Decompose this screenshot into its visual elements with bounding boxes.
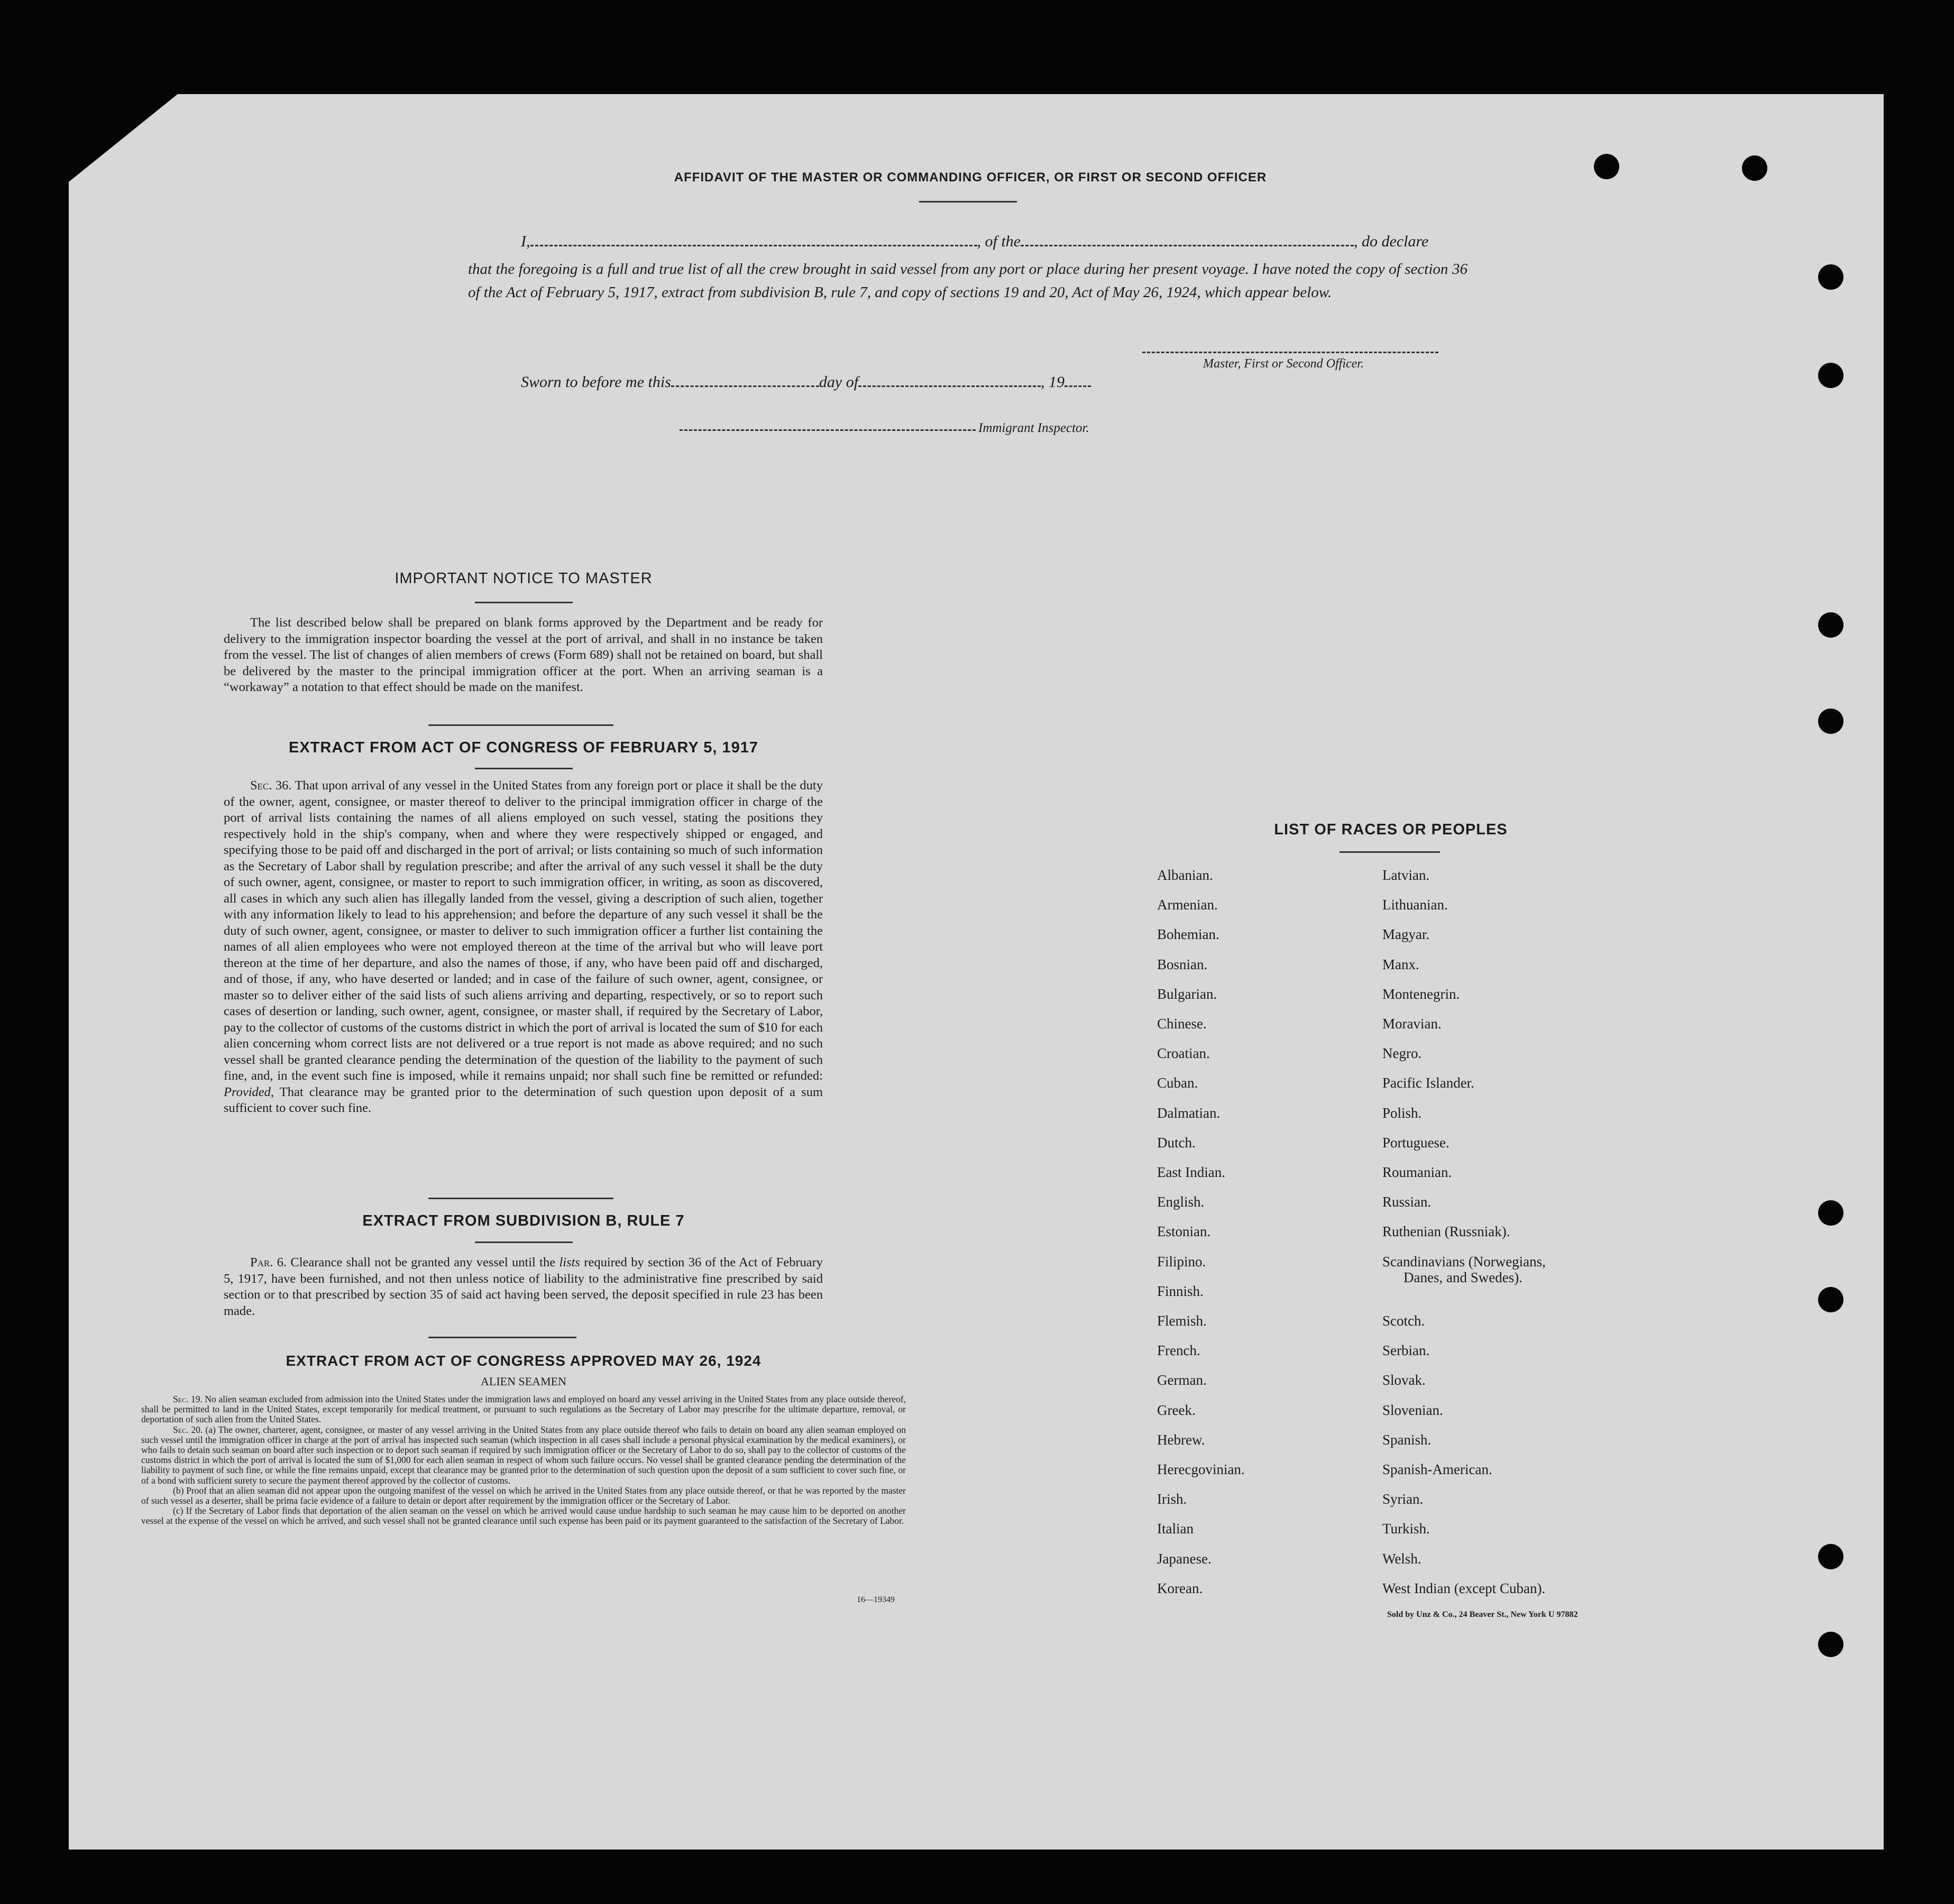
sworn-day-field[interactable] — [671, 381, 819, 387]
race-item: Dutch. — [1157, 1134, 1196, 1151]
race-item: Dalmatian. — [1157, 1105, 1221, 1121]
sec-20c-text: (c) If the Secretary of Labor finds that deportation of the alien seaman on the vessel on which he arrived would cause undue hardship to such seaman he may cause him to be deported on another vessel at the expense of the vessel on which he arrived, and such vessel shall not be granted clearance until such expense has been paid or its payment guaranteed to the satisfaction of the Secretary of Labor. — [141, 1505, 906, 1526]
race-item: Slovak. — [1382, 1372, 1426, 1388]
binder-hole — [1818, 1287, 1843, 1312]
race-item: Spanish. — [1382, 1431, 1432, 1448]
binder-hole — [1742, 155, 1767, 181]
sworn-prefix: Sworn to before me this — [521, 373, 671, 391]
race-item: Bohemian. — [1157, 926, 1219, 943]
sec-36-label: Sec. 36. — [250, 778, 292, 793]
binder-hole — [1818, 1200, 1843, 1226]
extract-1924-subtitle: ALIEN SEAMEN — [481, 1375, 566, 1388]
binder-hole — [1594, 154, 1619, 179]
race-item: West Indian (except Cuban). — [1382, 1580, 1546, 1596]
binder-hole — [1818, 612, 1843, 638]
race-item: Bosnian. — [1157, 956, 1208, 972]
master-signature-line[interactable] — [1142, 352, 1438, 353]
race-item: Ruthenian (Russniak). — [1382, 1224, 1510, 1240]
proviso-label: Provided, — [224, 1084, 274, 1099]
sec-20b-text: (b) Proof that an alien seaman did not appear upon the outgoing manifest of the vessel on which he arrived in the United States from any place outside thereof, or that he was reported by the master of such vessel as a deserter, shall be prima facie evidence of a failure to detain or deport after requirement by the immigration officer or the Secretary of Labor. — [141, 1485, 906, 1506]
race-item: Turkish. — [1382, 1521, 1430, 1537]
race-item: Slovenian. — [1382, 1402, 1443, 1418]
race-item: Russian. — [1382, 1194, 1432, 1210]
par-6-emphasis: lists — [559, 1255, 580, 1270]
par-6-label: Par. 6. — [250, 1255, 287, 1270]
race-item: Latvian. — [1382, 867, 1430, 883]
divider — [475, 1241, 573, 1243]
form-number: 16—19349 — [857, 1595, 895, 1604]
binder-hole — [1818, 264, 1843, 290]
race-item: Bulgarian. — [1157, 986, 1217, 1002]
race-item: East Indian. — [1157, 1164, 1225, 1180]
race-item: Welsh. — [1382, 1550, 1421, 1567]
race-item: Croatian. — [1157, 1045, 1210, 1062]
race-item: German. — [1157, 1372, 1207, 1388]
race-item: Manx. — [1382, 956, 1419, 972]
divider — [428, 1198, 613, 1199]
affidavit-i-label: I, — [521, 233, 530, 250]
par-6-text-a: Clearance shall not be granted any vessel until the — [290, 1255, 556, 1270]
divider — [919, 201, 1017, 203]
race-item: Finnish. — [1157, 1283, 1204, 1299]
binder-hole — [1818, 363, 1843, 388]
notice-title: IMPORTANT NOTICE TO MASTER — [395, 570, 653, 587]
sworn-day-label: day of — [819, 373, 859, 391]
race-item: Serbian. — [1382, 1342, 1430, 1359]
sworn-line — [521, 373, 1091, 391]
race-item: Estonian. — [1157, 1224, 1211, 1240]
rule-7-body — [224, 1255, 823, 1319]
race-item: Lithuanian. — [1382, 897, 1448, 913]
race-item: English. — [1157, 1194, 1205, 1210]
sworn-year-label: , 19 — [1041, 373, 1065, 391]
master-signature-label: Master, First or Second Officer. — [1203, 357, 1364, 371]
race-item: Roumanian. — [1382, 1164, 1452, 1180]
race-item-continuation: Danes, and Swedes). — [1403, 1269, 1522, 1285]
race-item: Negro. — [1382, 1045, 1422, 1062]
vessel-name-field[interactable] — [1021, 241, 1354, 246]
sec-20a-paragraph — [141, 1425, 906, 1486]
race-item: Polish. — [1382, 1105, 1422, 1121]
sworn-year-field[interactable] — [1065, 381, 1091, 387]
race-item: Chinese. — [1157, 1016, 1207, 1032]
divider — [1340, 851, 1440, 853]
race-item: Japanese. — [1157, 1550, 1212, 1567]
divider — [475, 768, 573, 769]
par-6-text-b: required by section 36 of the Act of February 5, 1917, have been furnished, and not then unless notice of liability to the administrative fine prescribed by said section or to that prescribed by section 35 of said act having been served, the deposit specified in rule 23 has been made. — [224, 1255, 823, 1318]
sec-19-label: Sec. 19. — [173, 1394, 203, 1404]
race-item: Pacific Islander. — [1382, 1075, 1474, 1091]
race-item: Magyar. — [1382, 926, 1430, 943]
race-item: Montenegrin. — [1382, 986, 1460, 1002]
sec-19-paragraph — [141, 1394, 906, 1425]
extract-1917-body — [224, 778, 823, 1117]
race-item: Scandinavians (Norwegians, — [1382, 1253, 1546, 1270]
divider — [428, 1337, 576, 1338]
affidavit-of-the-label: , of the — [977, 233, 1021, 250]
race-item: Scotch. — [1382, 1313, 1425, 1329]
race-item: Filipino. — [1157, 1253, 1206, 1270]
divider — [428, 724, 613, 726]
binder-hole — [1818, 1544, 1843, 1569]
race-item: Herecgovinian. — [1157, 1461, 1245, 1477]
race-item: French. — [1157, 1342, 1200, 1359]
race-item: Moravian. — [1382, 1016, 1442, 1032]
binder-hole — [1818, 1632, 1843, 1657]
race-item: Albanian. — [1157, 867, 1213, 883]
race-item: Flemish. — [1157, 1313, 1207, 1329]
race-item: Spanish-American. — [1382, 1461, 1492, 1477]
affidavit-declaration-line — [521, 233, 1467, 251]
printer-credit: Sold by Unz & Co., 24 Beaver St., New York U 97882 — [1387, 1610, 1578, 1619]
extract-1917-title: EXTRACT FROM ACT OF CONGRESS OF FEBRUARY 5, 1917 — [288, 739, 759, 756]
sec-20-label: Sec. 20. — [173, 1424, 203, 1435]
divider — [475, 602, 573, 603]
race-item: Greek. — [1157, 1402, 1196, 1418]
race-item: Syrian. — [1382, 1491, 1424, 1507]
inspector-label: Immigrant Inspector. — [978, 421, 1089, 435]
race-item: Italian — [1157, 1521, 1194, 1537]
race-item: Korean. — [1157, 1580, 1203, 1596]
affidavit-body: that the foregoing is a full and true list of all the crew brought in said vessel from any port or place during her present voyage. I have noted the copy of section 36 of the Act of February 5, 1917, extract from subdivision B, rule 7, and copy of sections 19 and 20, Act of May 26, 1924, which appear below. — [468, 261, 1467, 301]
race-item: Hebrew. — [1157, 1431, 1205, 1448]
affidavit-title: AFFIDAVIT OF THE MASTER OR COMMANDING OFFICER, OR FIRST OR SECOND OFFICER — [674, 170, 1267, 185]
race-item: Portuguese. — [1382, 1134, 1450, 1151]
binder-hole — [1818, 709, 1843, 734]
races-title: LIST OF RACES OR PEOPLES — [1274, 821, 1508, 838]
race-item: Irish. — [1157, 1491, 1187, 1507]
inspector-signature-line[interactable] — [680, 429, 976, 431]
notice-body: The list described below shall be prepared on blank forms approved by the Department and be ready for delivery to the immigration inspector boarding the vessel at the port of arrival, and shall in no instance be taken from the vessel. The list of changes of alien members of crews (Form 689) shall not be retained on board, but shall be delivered by the master to the principal immigration officer at the port. When an arriving seaman is a “workaway” a notation to that effect should be made on the manifest. — [224, 615, 823, 694]
sec-19-text: No alien seaman excluded from admission into the United States under the immigration laws and employed on board any vessel arriving in the United States from any place outside thereof, shall be permitted to land in the United States, except temporarily for medical treatment, or pursuant to such regulations as the Secretary of Labor may prescribe for the ultimate departure, removal, or deportation of such alien from the United States. — [141, 1394, 906, 1425]
rule-7-title: EXTRACT FROM SUBDIVISION B, RULE 7 — [362, 1212, 685, 1229]
proviso-text: That clearance may be granted prior to the determination of such question upon deposit of a sum sufficient to cover such fine. — [224, 1084, 823, 1115]
sworn-month-field[interactable] — [858, 381, 1041, 387]
race-item: Armenian. — [1157, 897, 1218, 913]
extract-1924-body — [141, 1394, 906, 1526]
officer-name-field[interactable] — [530, 241, 977, 246]
race-item: Cuban. — [1157, 1075, 1198, 1091]
extract-1924-title: EXTRACT FROM ACT OF CONGRESS APPROVED MAY 26, 1924 — [286, 1353, 762, 1369]
affidavit-declare-label: , do declare — [1354, 233, 1429, 250]
sec-36-text: That upon arrival of any vessel in the United States from any foreign port or place it shall be the duty of the owner, agent, consignee, or master thereof to deliver to the principal immigration officer in charge of the port of arrival lists containing the names of all aliens employed on such vessel, stating the positions they respectively hold in the ship's company, when and where they were respectively shipped or engaged, and specifying those to be paid off and discharged in the port of arrival; or lists containing so much of such information as the Secretary of Labor shall by regulation prescribe; and after the arrival of any such vessel it shall be the duty of such owner, agent, consignee, or master to report to such immigration officer, in writing, as soon as discovered, all cases in which any such alien has illegally landed from the vessel, giving a description of such alien, together with any information likely to lead to his apprehension; and before the departure of any such vessel it shall be the duty of such owner, agent, consignee, or master to deliver to such immigration officer a further list containing the names of all alien employees who were not employed thereon at the time of the arrival but who will leave port thereon at the time of her departure, and also the names of those, if any, who have been paid off and discharged, and of those, if any, who have deserted or landed; and in case of the failure of such owner, agent, consignee, or master so to deliver either of the said lists of such aliens arriving and departing, respectively, or so to report such cases of desertion or landing, such owner, agent, consignee, or master shall, if required by the Secretary of Labor, pay to the collector of customs of the customs district in which the port of arrival is located the sum of $10 for each alien concerning whom correct lists are not delivered or a true report is not made as above required; and no such vessel shall be granted clearance pending the determination of the question of the liability to the payment of such fine, and, in the event such fine is imposed, while it remains unpaid; nor shall such fine be remitted or refunded: — [224, 778, 823, 1083]
sec-20a-text: (a) The owner, charterer, agent, consignee, or master of any vessel arriving in the United States from any place outside thereof who fails to detain on board any alien seaman employed on such vessel until the immigration officer in charge at the port of arrival has inspected such seaman (which inspection in all cases shall include a personal physical examination by the medical examiners), or who fails to detain such seaman on board after such inspection or to deport such seaman if required by such immigration officer or the Secretary of Labor to do so, shall pay to the collector of customs of the customs district in which the port of arrival is located the sum of $1,000 for each alien seaman in respect of whom such failure occurs. No vessel shall be granted clearance pending the determination of the liability to payment of such fine, or while the fine remains unpaid, except that clearance may be granted prior to the determination of such question upon the deposit of a sum sufficient to cover such fine, or of a bond with sufficient surety to secure the payment thereof approved by the collector of customs. — [141, 1424, 906, 1486]
